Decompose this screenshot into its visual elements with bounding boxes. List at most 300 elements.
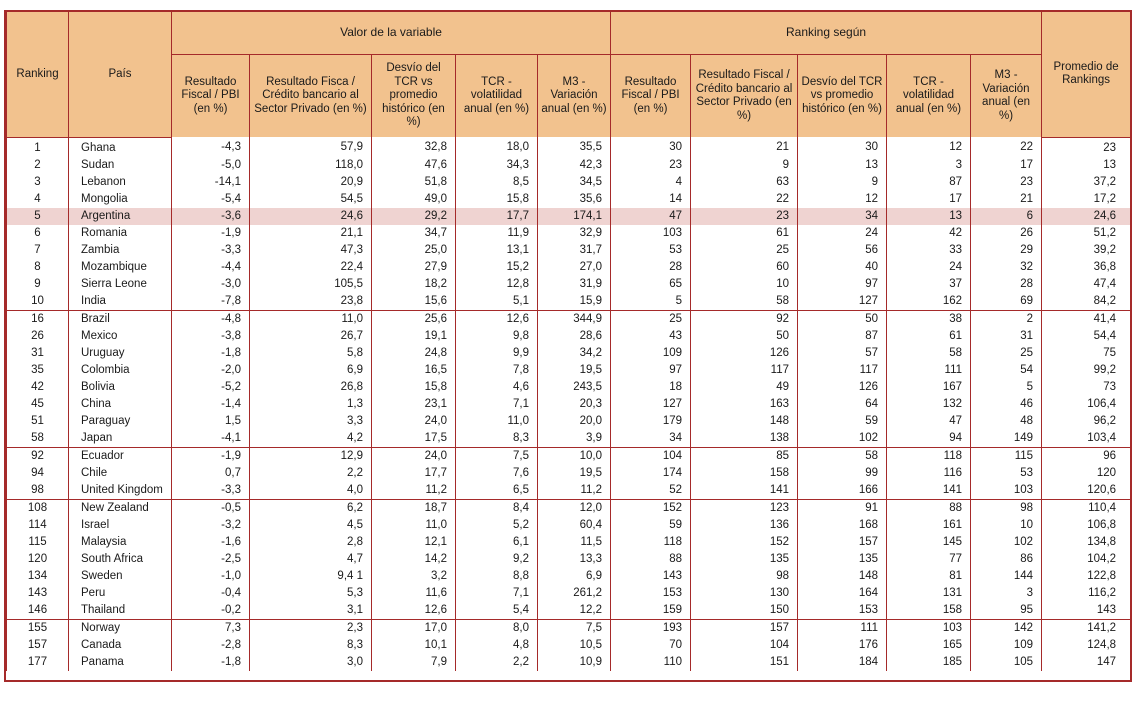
cell-average: 124,8 bbox=[1042, 637, 1131, 654]
cell-value: 4,6 bbox=[456, 379, 538, 396]
header-pais: País bbox=[69, 12, 172, 137]
cell-value: 12,2 bbox=[538, 602, 611, 620]
cell-value: 118 bbox=[611, 534, 691, 551]
cell-value: 54 bbox=[971, 362, 1042, 379]
cell-value: 5,1 bbox=[456, 293, 538, 311]
cell-country: Lebanon bbox=[69, 174, 172, 191]
cell-value: 23 bbox=[611, 157, 691, 174]
cell-average: 96,2 bbox=[1042, 413, 1131, 430]
cell-value: 7,1 bbox=[456, 396, 538, 413]
cell-value: 88 bbox=[887, 499, 971, 517]
cell-value: 28 bbox=[971, 276, 1042, 293]
cell-value: 15,9 bbox=[538, 293, 611, 311]
cell-average: 143 bbox=[1042, 602, 1131, 620]
cell-value: 98 bbox=[971, 499, 1042, 517]
cell-value: 138 bbox=[691, 430, 798, 448]
cell-value: 4,0 bbox=[250, 482, 372, 500]
header-col: Resultado Fiscal / PBI (en %) bbox=[172, 55, 250, 138]
cell-rank: 114 bbox=[7, 517, 69, 534]
cell-value: 31 bbox=[971, 328, 1042, 345]
cell-rank: 3 bbox=[7, 174, 69, 191]
cell-value: 9 bbox=[691, 157, 798, 174]
cell-value: 2,2 bbox=[250, 465, 372, 482]
cell-value: 3,2 bbox=[372, 568, 456, 585]
cell-value: 6 bbox=[971, 208, 1042, 225]
cell-value: 4,2 bbox=[250, 430, 372, 448]
cell-value: 50 bbox=[691, 328, 798, 345]
cell-value: -14,1 bbox=[172, 174, 250, 191]
cell-country: Sudan bbox=[69, 157, 172, 174]
header-col: TCR - volatilidad anual (en %) bbox=[887, 55, 971, 138]
cell-value: -0,5 bbox=[172, 499, 250, 517]
cell-value: 102 bbox=[971, 534, 1042, 551]
cell-value: 25 bbox=[691, 242, 798, 259]
cell-value: 34,7 bbox=[372, 225, 456, 242]
cell-value: 12 bbox=[798, 191, 887, 208]
cell-value: 59 bbox=[798, 413, 887, 430]
cell-value: 22,4 bbox=[250, 259, 372, 276]
cell-value: 161 bbox=[887, 517, 971, 534]
cell-country: Canada bbox=[69, 637, 172, 654]
cell-value: 132 bbox=[887, 396, 971, 413]
cell-average: 106,8 bbox=[1042, 517, 1131, 534]
cell-value: 7,3 bbox=[172, 619, 250, 637]
cell-value: 91 bbox=[798, 499, 887, 517]
cell-value: 149 bbox=[971, 430, 1042, 448]
cell-value: 10 bbox=[691, 276, 798, 293]
cell-country: Chile bbox=[69, 465, 172, 482]
cell-country: United Kingdom bbox=[69, 482, 172, 500]
cell-value: 3 bbox=[887, 157, 971, 174]
cell-value: 102 bbox=[798, 430, 887, 448]
cell-average: 106,4 bbox=[1042, 396, 1131, 413]
cell-value: 8,3 bbox=[456, 430, 538, 448]
cell-country: Romania bbox=[69, 225, 172, 242]
cell-rank: 98 bbox=[7, 482, 69, 500]
cell-average: 36,8 bbox=[1042, 259, 1131, 276]
cell-value: 42 bbox=[887, 225, 971, 242]
cell-value: 22 bbox=[971, 137, 1042, 157]
cell-value: 179 bbox=[611, 413, 691, 430]
cell-value: 49 bbox=[691, 379, 798, 396]
cell-value: 53 bbox=[611, 242, 691, 259]
table-row bbox=[7, 191, 1131, 208]
cell-country: South Africa bbox=[69, 551, 172, 568]
cell-value: -2,0 bbox=[172, 362, 250, 379]
cell-country: Brazil bbox=[69, 310, 172, 328]
cell-value: -1,9 bbox=[172, 225, 250, 242]
cell-value: 176 bbox=[798, 637, 887, 654]
cell-value: 32 bbox=[971, 259, 1042, 276]
cell-value: 10,9 bbox=[538, 654, 611, 671]
cell-value: 63 bbox=[691, 174, 798, 191]
cell-value: 48 bbox=[971, 413, 1042, 430]
cell-value: 165 bbox=[887, 637, 971, 654]
cell-value: 2,2 bbox=[456, 654, 538, 671]
cell-value: 30 bbox=[798, 137, 887, 157]
cell-value: 11,2 bbox=[372, 482, 456, 500]
cell-value: 11,0 bbox=[372, 517, 456, 534]
cell-value: 153 bbox=[798, 602, 887, 620]
cell-value: 12,8 bbox=[456, 276, 538, 293]
cell-value: 2,8 bbox=[250, 534, 372, 551]
cell-value: 52 bbox=[611, 482, 691, 500]
cell-value: -4,3 bbox=[172, 137, 250, 157]
cell-value: 30 bbox=[611, 137, 691, 157]
cell-value: -1,0 bbox=[172, 568, 250, 585]
cell-value: 104 bbox=[691, 637, 798, 654]
cell-value: 13,1 bbox=[456, 242, 538, 259]
cell-value: 151 bbox=[691, 654, 798, 671]
cell-value: 5,2 bbox=[456, 517, 538, 534]
cell-value: 49,0 bbox=[372, 191, 456, 208]
cell-value: 167 bbox=[887, 379, 971, 396]
header-col: Resultado Fiscal / Crédito bancario al Sector Privado (en %) bbox=[691, 55, 798, 138]
table-row bbox=[7, 413, 1131, 430]
cell-value: 158 bbox=[691, 465, 798, 482]
cell-value: 130 bbox=[691, 585, 798, 602]
cell-value: 193 bbox=[611, 619, 691, 637]
cell-value: 127 bbox=[611, 396, 691, 413]
cell-rank: 115 bbox=[7, 534, 69, 551]
cell-value: -1,8 bbox=[172, 345, 250, 362]
cell-value: -7,8 bbox=[172, 293, 250, 311]
table-row bbox=[7, 568, 1131, 585]
cell-value: 168 bbox=[798, 517, 887, 534]
cell-value: 103 bbox=[971, 482, 1042, 500]
cell-average: 122,8 bbox=[1042, 568, 1131, 585]
cell-value: 34,2 bbox=[538, 345, 611, 362]
header-col: Resultado Fisca / Crédito bancario al Sector Privado (en %) bbox=[250, 55, 372, 138]
cell-rank: 120 bbox=[7, 551, 69, 568]
table-row bbox=[7, 345, 1131, 362]
cell-value: 47 bbox=[887, 413, 971, 430]
cell-value: 111 bbox=[798, 619, 887, 637]
cell-rank: 35 bbox=[7, 362, 69, 379]
cell-value: 35,6 bbox=[538, 191, 611, 208]
cell-value: 8,5 bbox=[456, 174, 538, 191]
cell-value: 18 bbox=[611, 379, 691, 396]
cell-value: 17 bbox=[971, 157, 1042, 174]
cell-country: Panama bbox=[69, 654, 172, 671]
cell-country: Mozambique bbox=[69, 259, 172, 276]
cell-value: 12,6 bbox=[456, 310, 538, 328]
cell-value: 31,9 bbox=[538, 276, 611, 293]
header-col: Resultado Fiscal / PBI (en %) bbox=[611, 55, 691, 138]
cell-value: -0,2 bbox=[172, 602, 250, 620]
cell-value: 12 bbox=[887, 137, 971, 157]
cell-rank: 31 bbox=[7, 345, 69, 362]
table-row bbox=[7, 447, 1131, 465]
cell-value: -5,2 bbox=[172, 379, 250, 396]
cell-value: 40 bbox=[798, 259, 887, 276]
cell-value: 87 bbox=[798, 328, 887, 345]
cell-average: 24,6 bbox=[1042, 208, 1131, 225]
cell-average: 37,2 bbox=[1042, 174, 1131, 191]
cell-value: 7,8 bbox=[456, 362, 538, 379]
cell-value: 11,9 bbox=[456, 225, 538, 242]
cell-rank: 42 bbox=[7, 379, 69, 396]
cell-value: 143 bbox=[611, 568, 691, 585]
cell-value: 184 bbox=[798, 654, 887, 671]
cell-value: -2,8 bbox=[172, 637, 250, 654]
cell-value: 185 bbox=[887, 654, 971, 671]
cell-value: 17,0 bbox=[372, 619, 456, 637]
cell-country: India bbox=[69, 293, 172, 311]
cell-value: 5,4 bbox=[456, 602, 538, 620]
cell-value: 42,3 bbox=[538, 157, 611, 174]
cell-value: 3,3 bbox=[250, 413, 372, 430]
cell-value: 6,9 bbox=[538, 568, 611, 585]
cell-average: 141,2 bbox=[1042, 619, 1131, 637]
cell-value: 34,3 bbox=[456, 157, 538, 174]
cell-value: 98 bbox=[691, 568, 798, 585]
cell-value: 61 bbox=[691, 225, 798, 242]
table-row bbox=[7, 499, 1131, 517]
cell-average: 103,4 bbox=[1042, 430, 1131, 448]
cell-value: 24 bbox=[798, 225, 887, 242]
cell-value: 174,1 bbox=[538, 208, 611, 225]
cell-value: 21 bbox=[691, 137, 798, 157]
cell-value: 3,1 bbox=[250, 602, 372, 620]
cell-value: 23 bbox=[971, 174, 1042, 191]
cell-value: 20,9 bbox=[250, 174, 372, 191]
cell-value: 17,5 bbox=[372, 430, 456, 448]
cell-value: 85 bbox=[691, 447, 798, 465]
cell-country: New Zealand bbox=[69, 499, 172, 517]
cell-value: 126 bbox=[798, 379, 887, 396]
cell-rank: 5 bbox=[7, 208, 69, 225]
cell-rank: 143 bbox=[7, 585, 69, 602]
cell-value: 117 bbox=[691, 362, 798, 379]
cell-value: 19,5 bbox=[538, 465, 611, 482]
cell-value: 11,2 bbox=[538, 482, 611, 500]
cell-value: 9,4 1 bbox=[250, 568, 372, 585]
cell-value: 25,0 bbox=[372, 242, 456, 259]
cell-value: -5,0 bbox=[172, 157, 250, 174]
cell-average: 84,2 bbox=[1042, 293, 1131, 311]
cell-value: -3,6 bbox=[172, 208, 250, 225]
header-group-ranking: Ranking según bbox=[611, 12, 1042, 55]
cell-value: 5 bbox=[971, 379, 1042, 396]
table-row bbox=[7, 174, 1131, 191]
cell-value: -0,4 bbox=[172, 585, 250, 602]
cell-country: Ghana bbox=[69, 137, 172, 157]
table-row bbox=[7, 465, 1131, 482]
table-row bbox=[7, 585, 1131, 602]
cell-value: 7,9 bbox=[372, 654, 456, 671]
cell-value: 150 bbox=[691, 602, 798, 620]
cell-value: 26 bbox=[971, 225, 1042, 242]
cell-value: 110 bbox=[611, 654, 691, 671]
cell-value: 17 bbox=[887, 191, 971, 208]
cell-value: 118,0 bbox=[250, 157, 372, 174]
cell-value: -3,3 bbox=[172, 482, 250, 500]
cell-rank: 157 bbox=[7, 637, 69, 654]
cell-rank: 26 bbox=[7, 328, 69, 345]
cell-value: 4,5 bbox=[250, 517, 372, 534]
cell-value: 31,7 bbox=[538, 242, 611, 259]
cell-value: -1,9 bbox=[172, 447, 250, 465]
cell-value: -4,8 bbox=[172, 310, 250, 328]
cell-value: 136 bbox=[691, 517, 798, 534]
cell-value: 37 bbox=[887, 276, 971, 293]
table-row bbox=[7, 293, 1131, 311]
cell-value: 24 bbox=[887, 259, 971, 276]
table-row bbox=[7, 225, 1131, 242]
cell-country: Israel bbox=[69, 517, 172, 534]
cell-country: Sierra Leone bbox=[69, 276, 172, 293]
cell-value: 64 bbox=[798, 396, 887, 413]
cell-value: 8,3 bbox=[250, 637, 372, 654]
cell-value: -1,8 bbox=[172, 654, 250, 671]
cell-country: Colombia bbox=[69, 362, 172, 379]
cell-value: 56 bbox=[798, 242, 887, 259]
table-row bbox=[7, 379, 1131, 396]
cell-country: Mexico bbox=[69, 328, 172, 345]
cell-value: 3,9 bbox=[538, 430, 611, 448]
cell-value: 24,6 bbox=[250, 208, 372, 225]
ranking-table bbox=[6, 12, 1131, 671]
cell-value: 166 bbox=[798, 482, 887, 500]
cell-value: 7,5 bbox=[538, 619, 611, 637]
cell-value: 7,1 bbox=[456, 585, 538, 602]
cell-value: 28 bbox=[611, 259, 691, 276]
cell-rank: 2 bbox=[7, 157, 69, 174]
cell-average: 120,6 bbox=[1042, 482, 1131, 500]
cell-rank: 10 bbox=[7, 293, 69, 311]
cell-value: 99 bbox=[798, 465, 887, 482]
cell-value: 159 bbox=[611, 602, 691, 620]
header-group-variable: Valor de la variable bbox=[172, 12, 611, 55]
cell-average: 96 bbox=[1042, 447, 1131, 465]
cell-average: 23 bbox=[1042, 137, 1131, 157]
cell-value: -4,4 bbox=[172, 259, 250, 276]
cell-country: Zambia bbox=[69, 242, 172, 259]
cell-value: 21,1 bbox=[250, 225, 372, 242]
cell-value: 51,8 bbox=[372, 174, 456, 191]
cell-average: 47,4 bbox=[1042, 276, 1131, 293]
cell-value: 65 bbox=[611, 276, 691, 293]
cell-value: 58 bbox=[798, 447, 887, 465]
cell-value: 109 bbox=[971, 637, 1042, 654]
cell-value: 157 bbox=[798, 534, 887, 551]
cell-value: 14,2 bbox=[372, 551, 456, 568]
cell-rank: 7 bbox=[7, 242, 69, 259]
header-col: TCR - volatilidad anual (en %) bbox=[456, 55, 538, 138]
cell-value: 4,8 bbox=[456, 637, 538, 654]
cell-value: 18,7 bbox=[372, 499, 456, 517]
cell-value: 152 bbox=[611, 499, 691, 517]
cell-value: 152 bbox=[691, 534, 798, 551]
cell-value: 11,5 bbox=[538, 534, 611, 551]
cell-value: 2,3 bbox=[250, 619, 372, 637]
cell-value: 69 bbox=[971, 293, 1042, 311]
cell-value: 105,5 bbox=[250, 276, 372, 293]
table-row bbox=[7, 362, 1131, 379]
cell-value: 103 bbox=[611, 225, 691, 242]
cell-value: 15,2 bbox=[456, 259, 538, 276]
cell-value: 14 bbox=[611, 191, 691, 208]
cell-value: 28,6 bbox=[538, 328, 611, 345]
cell-value: 158 bbox=[887, 602, 971, 620]
cell-value: 243,5 bbox=[538, 379, 611, 396]
cell-value: 9 bbox=[798, 174, 887, 191]
cell-average: 13 bbox=[1042, 157, 1131, 174]
cell-value: 77 bbox=[887, 551, 971, 568]
cell-value: 60 bbox=[691, 259, 798, 276]
cell-value: 261,2 bbox=[538, 585, 611, 602]
cell-value: 15,6 bbox=[372, 293, 456, 311]
cell-value: 6,1 bbox=[456, 534, 538, 551]
cell-country: China bbox=[69, 396, 172, 413]
cell-average: 75 bbox=[1042, 345, 1131, 362]
cell-value: 148 bbox=[691, 413, 798, 430]
cell-value: 16,5 bbox=[372, 362, 456, 379]
cell-value: 8,8 bbox=[456, 568, 538, 585]
cell-value: 5 bbox=[611, 293, 691, 311]
table-row bbox=[7, 551, 1131, 568]
cell-value: 24,0 bbox=[372, 413, 456, 430]
cell-value: 157 bbox=[691, 619, 798, 637]
table-row bbox=[7, 157, 1131, 174]
cell-value: 25 bbox=[971, 345, 1042, 362]
cell-value: 50 bbox=[798, 310, 887, 328]
cell-value: 5,8 bbox=[250, 345, 372, 362]
cell-value: 58 bbox=[691, 293, 798, 311]
cell-value: 0,7 bbox=[172, 465, 250, 482]
header-col: Desvío del TCR vs promedio histórico (en %) bbox=[798, 55, 887, 138]
cell-value: 9,8 bbox=[456, 328, 538, 345]
cell-rank: 58 bbox=[7, 430, 69, 448]
cell-value: 153 bbox=[611, 585, 691, 602]
cell-value: 97 bbox=[798, 276, 887, 293]
cell-value: -5,4 bbox=[172, 191, 250, 208]
cell-value: 26,8 bbox=[250, 379, 372, 396]
cell-value: -3,8 bbox=[172, 328, 250, 345]
cell-value: 54,5 bbox=[250, 191, 372, 208]
cell-country: Argentina bbox=[69, 208, 172, 225]
cell-value: 6,5 bbox=[456, 482, 538, 500]
cell-country: Mongolia bbox=[69, 191, 172, 208]
cell-value: 10 bbox=[971, 517, 1042, 534]
cell-value: 35,5 bbox=[538, 137, 611, 157]
cell-value: 17,7 bbox=[372, 465, 456, 482]
cell-value: 47 bbox=[611, 208, 691, 225]
table-row bbox=[7, 637, 1131, 654]
cell-value: 57,9 bbox=[250, 137, 372, 157]
cell-value: 10,1 bbox=[372, 637, 456, 654]
cell-value: 34 bbox=[798, 208, 887, 225]
cell-value: 116 bbox=[887, 465, 971, 482]
cell-value: 11,0 bbox=[456, 413, 538, 430]
cell-value: 24,8 bbox=[372, 345, 456, 362]
cell-value: 92 bbox=[691, 310, 798, 328]
cell-value: 104 bbox=[611, 447, 691, 465]
cell-value: 15,8 bbox=[456, 191, 538, 208]
cell-value: 9,2 bbox=[456, 551, 538, 568]
cell-value: 10,5 bbox=[538, 637, 611, 654]
cell-rank: 94 bbox=[7, 465, 69, 482]
table-row bbox=[7, 534, 1131, 551]
table-row bbox=[7, 396, 1131, 413]
cell-average: 39,2 bbox=[1042, 242, 1131, 259]
cell-value: 94 bbox=[887, 430, 971, 448]
cell-value: 43 bbox=[611, 328, 691, 345]
cell-country: Sweden bbox=[69, 568, 172, 585]
cell-value: 7,6 bbox=[456, 465, 538, 482]
cell-value: -3,2 bbox=[172, 517, 250, 534]
